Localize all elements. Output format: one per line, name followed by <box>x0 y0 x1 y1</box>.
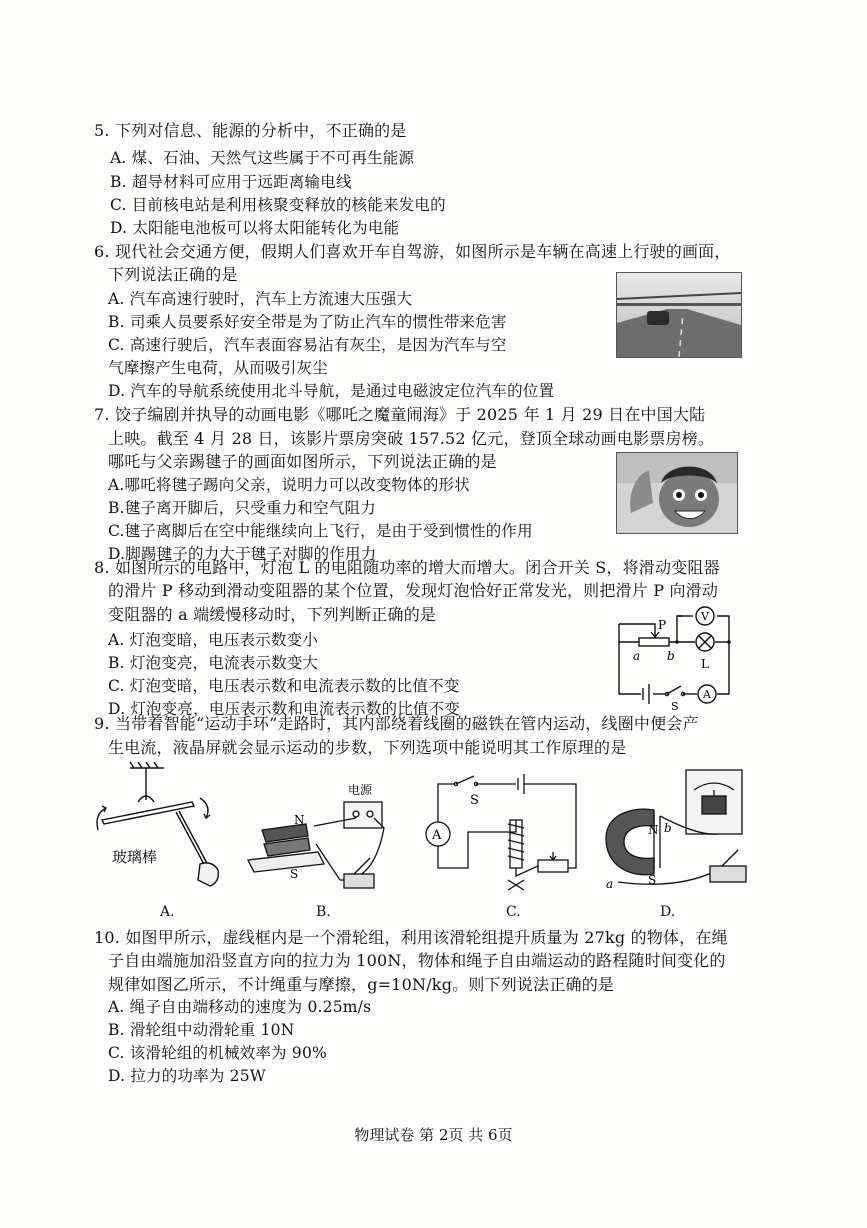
q5-stem: 5. 下列对信息、能源的分析中，不正确的是 <box>94 121 407 140</box>
q10-option-d: D. 拉力的功率为 25W <box>108 1067 266 1085</box>
q10-option-b: B. 滑轮组中动滑轮重 10N <box>108 1021 295 1039</box>
figure-d-label: D. <box>660 904 676 920</box>
q6-option-d: D. 汽车的导航系统使用北斗导航，是通过电磁波定位汽车的位置 <box>108 382 555 400</box>
figure-d-b-label: b <box>664 821 672 835</box>
nezha-photo <box>616 452 738 534</box>
circuit-label-s: S <box>671 700 679 712</box>
figure-a-label: A. <box>160 904 175 920</box>
q6-stem-1: 6. 现代社会交通方便，假期人们喜欢开车自驾游，如图所示是车辆在高速上行驶的画面， <box>94 242 731 261</box>
q6-option-c: C. 高速行驶后，汽车表面容易沾有灰尘，是因为汽车与空 <box>108 336 507 354</box>
q7-stem-3: 哪吒与父亲踢毽子的画面如图所示，下列说法正确的是 <box>108 452 497 471</box>
q5-option-c: C. 目前核电站是利用核聚变释放的核能来发电的 <box>110 196 446 214</box>
q6-option-a: A. 汽车高速行驶时，汽车上方流速大压强大 <box>108 290 413 308</box>
figure-c-label: C. <box>506 904 521 920</box>
q10-option-c: C. 该滑轮组的机械效率为 90% <box>108 1044 327 1062</box>
q7-option-a: A.哪吒将毽子踢向父亲，说明力可以改变物体的形状 <box>108 476 470 494</box>
q8-option-c: C. 灯泡变暗，电压表示数和电流表示数的比值不变 <box>108 677 460 695</box>
q7-stem-2: 上映。截至 4 月 28 日，该影片票房突破 157.52 亿元，登顶全球动画电影票房榜。 <box>108 429 715 448</box>
q8-stem-1: 8. 如图所示的电路中，灯泡 L 的电阻随功率的增大而增大。闭合开关 S，将滑动变阻器 <box>94 558 720 577</box>
q10-stem-3: 规律如图乙所示，不计绳重与摩擦，g=10N/kg。则下列说法正确的是 <box>108 975 615 994</box>
circuit-label-l: L <box>701 657 709 671</box>
figure-c-ammeter-label: A <box>432 828 442 843</box>
figure-b-s-label: S <box>290 867 299 881</box>
q8-option-a: A. 灯泡变暗，电压表示数变小 <box>108 631 319 649</box>
figure-b-motor <box>244 778 394 898</box>
figure-d-s-label: S <box>648 873 657 887</box>
page-footer: 物理试卷 第 2页 共 6页 <box>354 1126 513 1144</box>
circuit-label-b: b <box>667 649 675 663</box>
q8-stem-2: 的滑片 P 移动到滑动变阻器的某个位置，发现灯泡恰好正常发光，则把滑片 P 向滑动 <box>108 581 719 600</box>
figure-d-generator <box>598 766 758 898</box>
figure-b-n-label: N <box>294 813 305 827</box>
q8-stem-3: 变阻器的 a 端缓慢移动时，下列判断正确的是 <box>108 605 437 624</box>
figure-c-electromagnet <box>418 772 586 898</box>
q6-option-b: B. 司乘人员要系好安全带是为了防止汽车的惯性带来危害 <box>108 313 507 331</box>
figure-a-glass-rod <box>88 760 238 890</box>
q10-option-a: A. 绳子自由端移动的速度为 0.25m/s <box>108 998 372 1016</box>
q9-stem-1: 9. 当带着智能“运动手环”走路时，其内部绕着线圈的磁铁在管内运动，线圈中便会产 <box>94 714 699 733</box>
q5-option-d: D. 太阳能电池板可以将太阳能转化为电能 <box>110 219 400 237</box>
circuit-label-a: a <box>633 649 641 663</box>
q7-option-c: C.毽子离脚后在空中能继续向上飞行，是由于受到惯性的作用 <box>108 522 533 540</box>
q6-stem-2: 下列说法正确的是 <box>108 265 238 284</box>
figure-b-label: B. <box>316 904 331 920</box>
figure-d-a-label: a <box>606 877 614 891</box>
circuit-diagram <box>605 604 745 712</box>
figure-d-n-label: N <box>648 823 659 837</box>
highway-photo <box>616 272 742 358</box>
circuit-label-p: P <box>658 618 667 632</box>
q6-option-c-cont: 气摩擦产生电荷，从而吸引灰尘 <box>108 359 328 377</box>
circuit-label-a-meter: A <box>703 688 711 701</box>
glass-rod-label: 玻璃棒 <box>112 848 158 866</box>
q8-option-d: D. 灯泡变亮，电压表示数和电流表示数的比值不变 <box>108 700 461 718</box>
q8-option-b: B. 灯泡变亮，电流表示数变大 <box>108 654 319 672</box>
q9-stem-2: 生电流，液晶屏就会显示运动的步数，下列选项中能说明其工作原理的是 <box>108 738 627 757</box>
q5-option-b: B. 超导材料可应用于远距离输电线 <box>110 173 352 191</box>
circuit-label-v: V <box>701 610 709 623</box>
q7-option-d: D.脚踢毽子的力大于毽子对脚的作用力 <box>108 545 377 563</box>
q10-stem-1: 10. 如图甲所示，虚线框内是一个滑轮组，利用该滑轮组提升质量为 27kg 的物体，在绳 <box>94 928 728 947</box>
q10-stem-2: 子自由端施加沿竖直方向的拉力为 100N，物体和绳子自由端运动的路程随时间变化的 <box>108 951 726 970</box>
figure-c-s-label: S <box>470 793 479 808</box>
q7-option-b: B.毽子离开脚后，只受重力和空气阻力 <box>108 499 376 517</box>
q7-stem-1: 7. 饺子编剧并执导的动画电影《哪吒之魔童闹海》于 2025 年 1 月 29 日在中国大陆 <box>94 405 706 424</box>
power-supply-label: 电源 <box>348 783 373 797</box>
q5-option-a: A. 煤、石油、天然气这些属于不可再生能源 <box>110 149 415 167</box>
